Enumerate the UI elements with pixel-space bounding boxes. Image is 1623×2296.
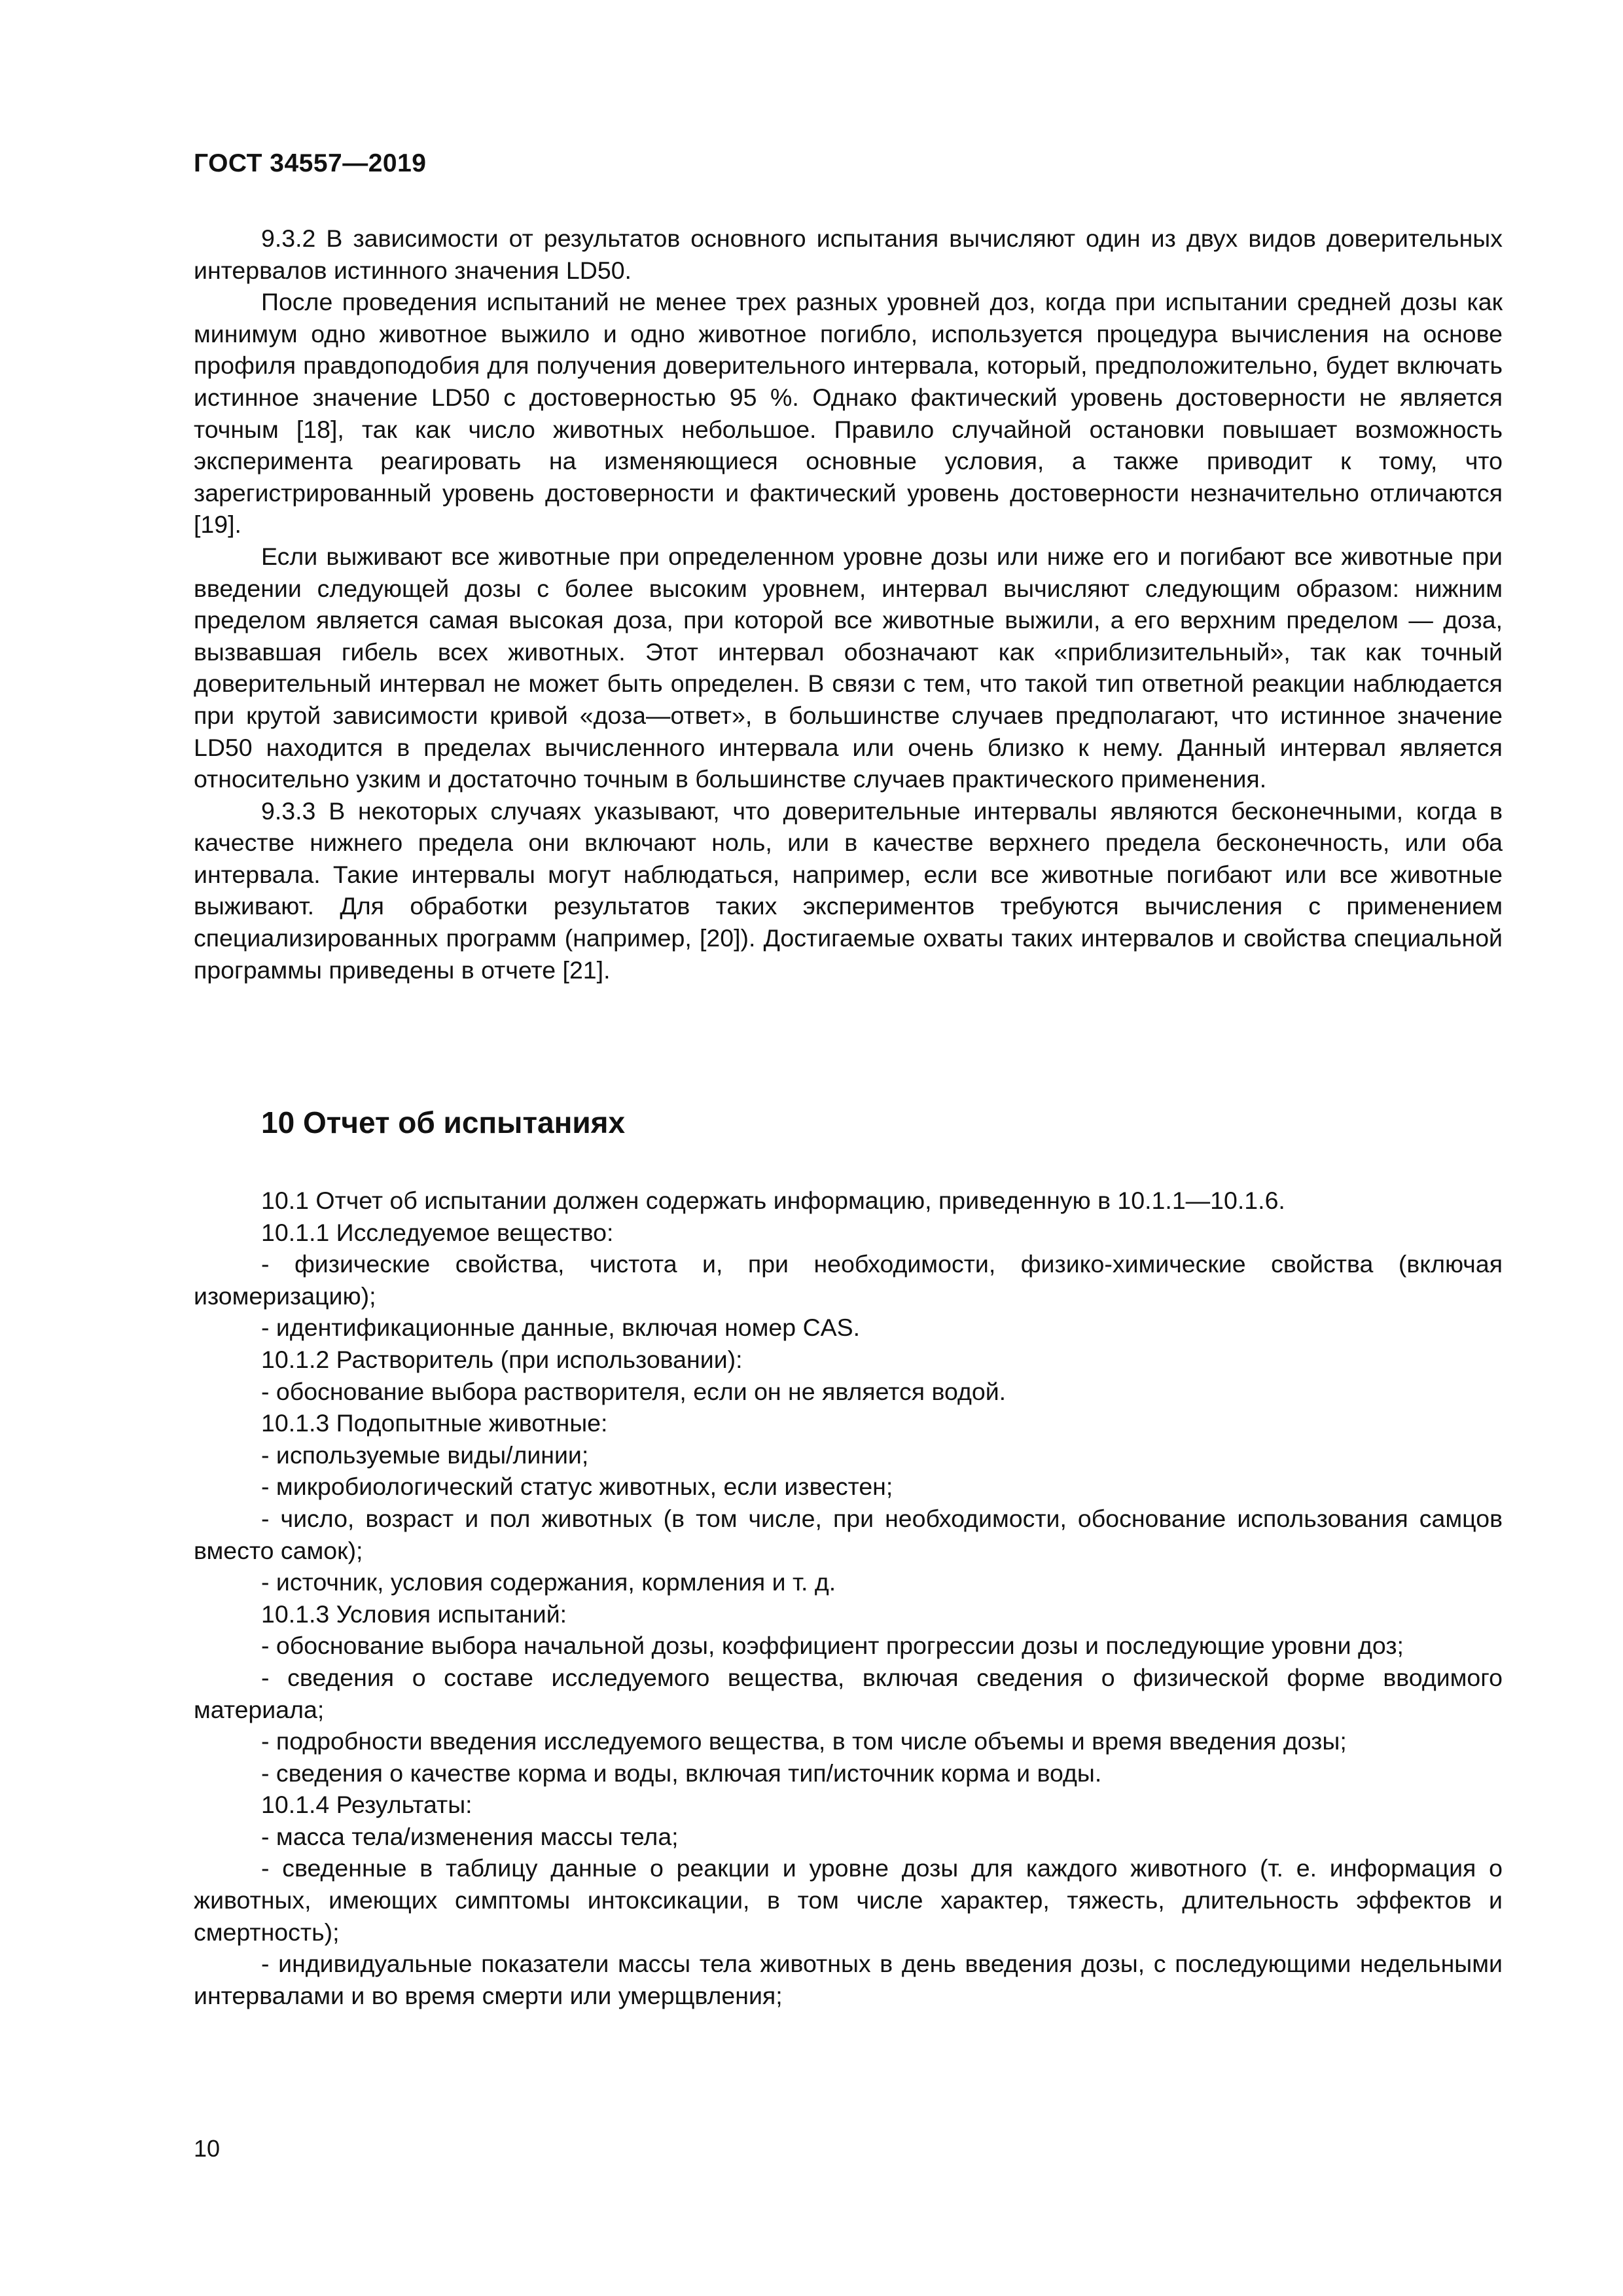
section-9-text: [194, 223, 1503, 986]
list-item: - индивидуальные показатели массы тела животных в день введения дозы, с последующими недельными интервалами и во время смерти или умерщвления;: [194, 1950, 1503, 2009]
list-item: - обоснование выбора начальной дозы, коэффициент прогрессии дозы и последующие уровни доз;: [261, 1632, 1404, 1660]
list-item: - масса тела/изменения массы тела;: [261, 1822, 679, 1850]
section-10-heading: 10 Отчет об испытаниях: [261, 1105, 626, 1139]
list-item: - число, возраст и пол животных (в том числе, при необходимости, обоснование использования самцов вместо самок);: [194, 1504, 1503, 1564]
section-10-text: [194, 1185, 1503, 2011]
paragraph: Если выживают все животные при определенном уровне дозы или ниже его и погибают все животные при введении следующей дозы с более высоким уровнем, интервал вычисляют следующим образом: нижним пределом является самая высокая доза, при которой все животные выжили, а его верхним пределом — доза, вызвавшая гибель всех животных. Этот интервал обозначают как «приблизительный», так как точный доверительный интервал не может быть определен. В связи с тем, что такой тип ответной реакции наблюдается при крутой зависимости кривой «доза—ответ», в большинстве случаев предполагают, что истинное значение LD50 находится в пределах вычисленного интервала или очень близко к нему. Данный интервал является относительно узким и достаточно точным в большинстве случаев практического применения.: [194, 542, 1503, 793]
list-item: - используемые виды/линии;: [261, 1441, 589, 1469]
page-number: 10: [194, 2135, 221, 2162]
list-item: - идентификационные данные, включая номер CAS.: [261, 1314, 861, 1342]
clause-10-1-3-conditions: 10.1.3 Условия испытаний:: [261, 1600, 567, 1628]
paragraph-9-3-2: 9.3.2 В зависимости от результатов основного испытания вычисляют один из двух видов доверительных интервалов истинного значения LD50.: [194, 224, 1503, 284]
clause-10-1-4: 10.1.4 Результаты:: [261, 1791, 473, 1819]
clause-10-1-2: 10.1.2 Растворитель (при использовании):: [261, 1345, 743, 1373]
list-item: - обоснование выбора растворителя, если он не является водой.: [261, 1377, 1007, 1405]
list-item: - сведения о качестве корма и воды, включая тип/источник корма и воды.: [261, 1759, 1102, 1787]
list-item: - микробиологический статус животных, если известен;: [261, 1473, 893, 1501]
clause-10-1: 10.1 Отчет об испытании должен содержать информацию, приведенную в 10.1.1—10.1.6.: [261, 1187, 1285, 1214]
list-item: - источник, условия содержания, кормления и т. д.: [261, 1568, 836, 1596]
clause-10-1-1: 10.1.1 Исследуемое вещество:: [261, 1218, 614, 1246]
paragraph-9-3-3: 9.3.3 В некоторых случаях указывают, что доверительные интервалы являются бесконечными, когда в качестве нижнего предела они включают ноль, или в качестве верхнего предела бесконечность, или оба интервала. Такие интервалы могут наблюдаться, например, если все животные погибают или все животные выживают. Для обработки результатов таких экспериментов требуются вычисления с применением специализированных программ (например, [20]). Достигаемые охваты таких интервалов и свойства специальной программы приведены в отчете [21].: [194, 797, 1503, 984]
paragraph: После проведения испытаний не менее трех разных уровней доз, когда при испытании средней дозы как минимум одно животное выжило и одно животное погибло, используется процедура вычисления на основе профиля правдоподобия для получения доверительного интервала, который, предположительно, будет включать истинное значение LD50 с достоверностью 95 %. Однако фактический уровень достоверности не является точным [18], так как число животных небольшое. Правило случайной остановки повышает возможность эксперимента реагировать на изменяющиеся основные условия, а также приводит к тому, что зарегистрированный уровень достоверности и фактический уровень достоверности незначительно отличаются [19].: [194, 288, 1503, 539]
clause-10-1-3: 10.1.3 Подопытные животные:: [261, 1409, 608, 1437]
list-item: - подробности введения исследуемого вещества, в том числе объемы и время введения дозы;: [261, 1727, 1347, 1755]
list-item: - физические свойства, чистота и, при необходимости, физико-химические свойства (включая изомеризацию);: [194, 1250, 1503, 1310]
standard-header: ГОСТ 34557—2019: [194, 149, 427, 177]
list-item: - сведенные в таблицу данные о реакции и уровне дозы для каждого животного (т. е. информация о животных, имеющих симптомы интоксикации, в том числе характер, тяжесть, длительность эффектов и смертность);: [194, 1854, 1503, 1946]
list-item: - сведения о составе исследуемого вещества, включая сведения о физической форме вводимого материала;: [194, 1663, 1503, 1723]
